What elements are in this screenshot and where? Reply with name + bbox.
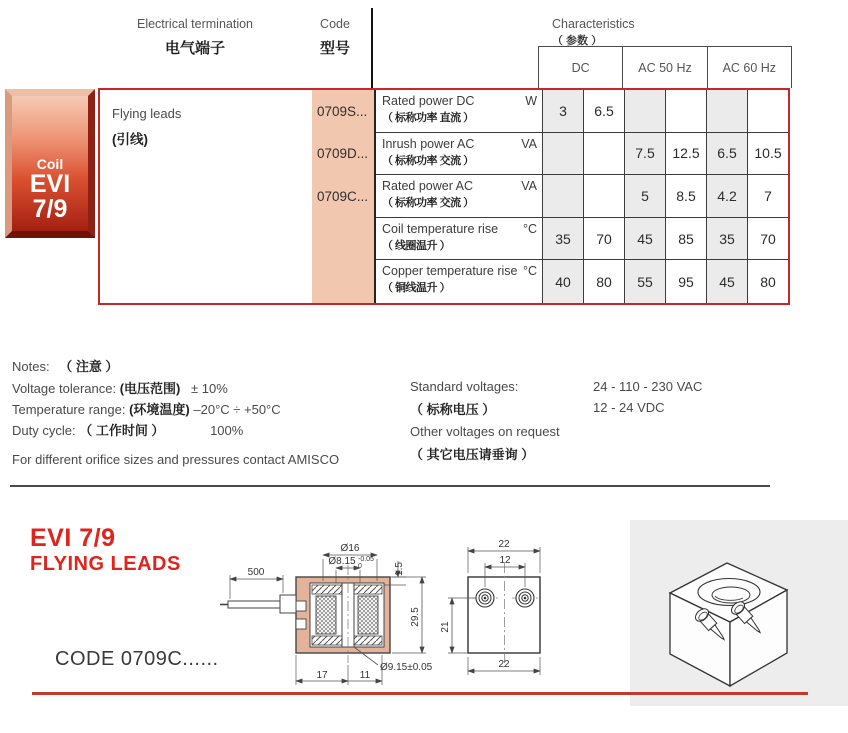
param-unit: °C — [522, 264, 537, 279]
section-divider-line — [10, 485, 770, 487]
code-0709d: 0709D... — [317, 146, 369, 162]
note-temperature-range: Temperature range: (环境温度) –20°C ÷ +50°C — [12, 402, 281, 417]
value-cell: 7 — [747, 175, 788, 218]
bottom-subtitle: FLYING LEADS — [30, 553, 181, 575]
termination-type: Flying leads — [112, 106, 182, 121]
characteristics-columns — [538, 46, 792, 88]
value-cell: 8.5 — [665, 175, 706, 218]
column-dc: DC — [538, 47, 622, 88]
front-view-drawing — [440, 533, 580, 693]
param-name: Rated power AC — [382, 179, 474, 194]
code-0709c: 0709C... — [317, 188, 369, 204]
bottom-title: EVI 7/9 — [30, 524, 116, 552]
value-cell — [542, 133, 583, 176]
dim-top-gap: 1.5 — [394, 562, 405, 576]
param-unit: VA — [521, 179, 537, 194]
note-duty-cycle: Duty cycle: （ 工作时间 ） 100% — [12, 423, 244, 438]
winding-right — [358, 596, 378, 634]
param-cell — [376, 260, 542, 303]
value-cell: 5 — [624, 175, 665, 218]
lead-wire — [228, 601, 280, 608]
value-cell: 85 — [665, 218, 706, 261]
param-unit: VA — [521, 136, 537, 151]
value-cell: 4.2 — [706, 175, 747, 218]
value-cell — [747, 90, 788, 133]
value-cell: 80 — [583, 260, 624, 303]
param-name-zh: （ 标称功率 直流 ） — [382, 112, 474, 124]
isometric-drawing — [645, 538, 820, 688]
value-cell: 6.5 — [583, 90, 624, 133]
eyelet-right — [516, 589, 534, 607]
dim-bore-tol-hi: -0.05 — [358, 556, 374, 563]
value-cell — [624, 90, 665, 133]
standard-voltages-vdc: 12 - 24 VDC — [593, 400, 665, 415]
param-name-zh: （ 铜线温升 ） — [382, 282, 451, 295]
other-voltages-label-zh: （ 其它电压请垂询 ） — [410, 447, 535, 462]
dim-front-width-bottom: 22 — [498, 659, 510, 670]
param-unit: W — [525, 94, 537, 108]
standard-voltages-vac: 24 - 110 - 230 VAC — [593, 379, 703, 394]
value-cell — [542, 175, 583, 218]
badge-series-label: EVI — [29, 170, 71, 198]
dim-right: 11 — [359, 670, 371, 681]
cross-section-drawing — [130, 533, 465, 693]
note-voltage-tolerance: Voltage tolerance: (电压范围) ± 10% — [12, 381, 228, 396]
value-cell: 70 — [747, 218, 788, 261]
coil-badge — [5, 89, 95, 238]
bottom-red-line — [32, 692, 808, 695]
dim-front-width-top: 22 — [498, 539, 510, 550]
header-divider-line — [371, 8, 373, 88]
bottom-code: CODE 0709C...... — [55, 648, 219, 670]
value-cell: 40 — [542, 260, 583, 303]
dim-bore-dia: Ø8.15 — [328, 556, 356, 567]
code-0709s: 0709S... — [317, 103, 368, 119]
param-cell — [376, 175, 542, 218]
value-cell: 35 — [706, 218, 747, 261]
value-cell — [665, 90, 706, 133]
values-grid — [374, 90, 788, 303]
value-cell: 80 — [747, 260, 788, 303]
value-cell: 45 — [706, 260, 747, 303]
code-label: Code — [320, 17, 350, 31]
param-name: Inrush power AC — [382, 136, 475, 151]
param-cell — [376, 90, 542, 133]
value-cell: 3 — [542, 90, 583, 133]
param-name-zh: （ 标称功率 交流 ） — [382, 154, 474, 167]
param-name: Coil temperature rise — [382, 221, 499, 236]
notes-title: Notes: （ 注意 ） — [12, 359, 119, 374]
badge-size-label: 7/9 — [32, 195, 68, 223]
value-cell: 95 — [665, 260, 706, 303]
param-name: Rated power DC — [382, 94, 475, 108]
dim-coil-height: 29.5 — [410, 607, 421, 627]
value-cell — [583, 175, 624, 218]
dim-front-height: 21 — [440, 621, 451, 633]
param-unit: °C — [522, 221, 537, 236]
electrical-termination-label-zh: 电气端子 — [164, 40, 225, 57]
standard-voltages-label-zh: （ 标称电压 ） — [410, 402, 496, 417]
note-contact: For different orifice sizes and pressures contact AMISCO — [12, 452, 340, 467]
value-cell: 7.5 — [624, 133, 665, 176]
code-label-zh: 型号 — [319, 40, 350, 57]
standard-voltages-label: Standard voltages: — [410, 379, 519, 394]
column-ac50: AC 50 Hz — [622, 47, 706, 88]
value-cell: 35 — [542, 218, 583, 261]
eyelet-left — [476, 589, 494, 607]
value-cell: 6.5 — [706, 133, 747, 176]
param-name-zh: （ 线圈温升 ） — [382, 239, 451, 252]
dim-bore-tol-lo: 0 — [358, 563, 362, 570]
param-cell — [376, 218, 542, 261]
value-cell — [706, 90, 747, 133]
param-cell — [376, 133, 542, 176]
winding-left — [316, 596, 336, 634]
code-column — [312, 90, 374, 303]
dim-left: 17 — [316, 670, 328, 681]
electrical-termination-label: Electrical termination — [136, 17, 253, 31]
column-ac60: AC 60 Hz — [707, 47, 792, 88]
dim-bottom-dia: Ø9.15±0.05 — [380, 662, 433, 673]
lead-plug — [280, 595, 296, 613]
characteristics-table — [98, 88, 790, 305]
characteristics-label-zh: （ 参数 ） — [552, 35, 603, 47]
termination-type-zh: (引线) — [112, 132, 148, 147]
value-cell: 10.5 — [747, 133, 788, 176]
dim-front-hole-spacing: 12 — [499, 555, 511, 566]
value-cell: 70 — [583, 218, 624, 261]
other-voltages-label: Other voltages on request — [410, 424, 560, 439]
param-name: Copper temperature rise — [382, 264, 518, 279]
value-cell — [583, 133, 624, 176]
dim-lead-length: 500 — [247, 567, 265, 578]
dim-outer-dia: Ø16 — [340, 543, 360, 554]
badge-coil-label: Coil — [36, 156, 64, 172]
characteristics-label: Characteristics — [552, 17, 635, 31]
param-name-zh: （ 标称功率 交流 ） — [382, 197, 474, 210]
front-face — [468, 577, 540, 653]
value-cell: 55 — [624, 260, 665, 303]
value-cell: 12.5 — [665, 133, 706, 176]
value-cell: 45 — [624, 218, 665, 261]
